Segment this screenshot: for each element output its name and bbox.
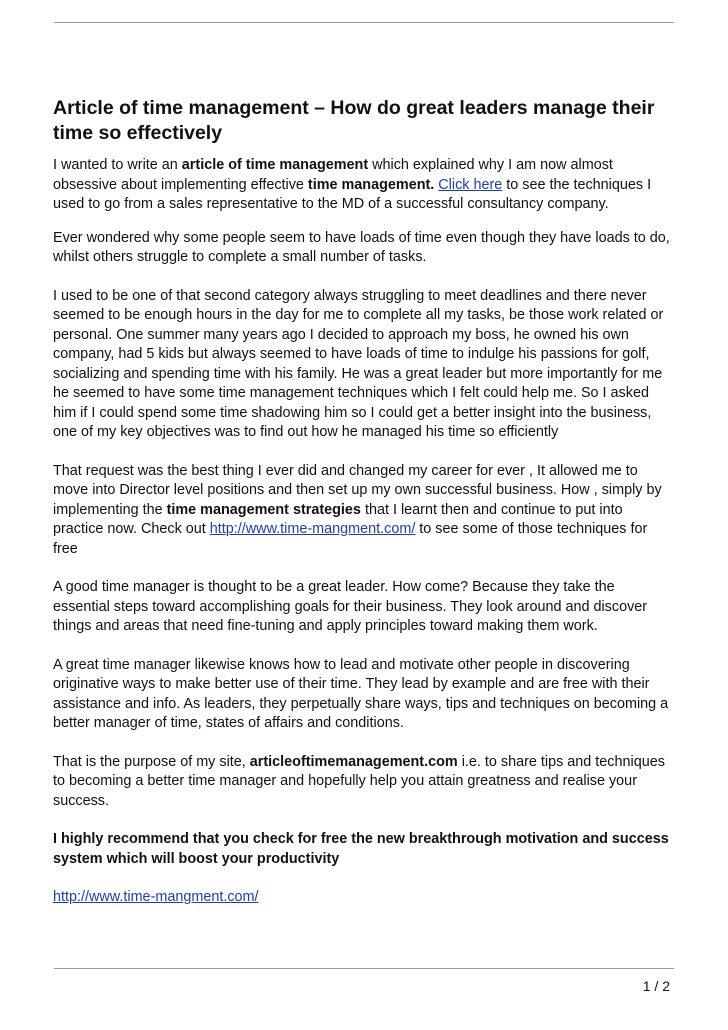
intro-text-a: I wanted to write an bbox=[53, 157, 182, 173]
intro-bold-article: article of time management bbox=[181, 157, 369, 173]
request-text-d: to see some of those techniques for free bbox=[53, 521, 648, 557]
request-text-a: That request was the best thing I ever did and changed my career for ever , It allowed me to move into Director level positions and then set up my own successful business. How , simply by implementing the bbox=[53, 462, 662, 518]
purpose-bold-site: articleoftimemanagement.com bbox=[249, 753, 458, 770]
paragraph-final-link bbox=[53, 888, 675, 908]
purpose-text-c: i.e. to share tips and techniques to becoming a better time manager and hopefully help you attain greatness and realise your success. bbox=[53, 753, 665, 809]
article-title: Article of time management – How do great leaders manage their time so effectively bbox=[53, 97, 655, 144]
request-text-c: that I learnt then and continue to put into practice now. Check out bbox=[53, 501, 623, 537]
intro-text-c: which explained why I am now almost obsessive about implementing effective bbox=[53, 157, 613, 193]
request-bold-strategies: time management strategies bbox=[166, 501, 361, 518]
page-number: 1 / 2 bbox=[642, 978, 670, 994]
intro-text-d: to see the techniques I used to go from a sales representative to the MD of a successful consultancy company. bbox=[53, 176, 652, 212]
time-mangment-link[interactable]: http://www.time-mangment.com/ bbox=[209, 521, 416, 537]
paragraph-wondered: Ever wondered why some people seem to have loads of time even though they have loads to do, whilst others struggle to complete a small number of tasks. bbox=[53, 229, 670, 265]
paragraph-great-manager: A great time manager likewise knows how to lead and motivate other people in discovering originative ways to make better use of their time. They lead by example and are free with their assistance and info. As leaders, they perpetually share ways, tips and techniques on becoming a better manager of time, states of affairs and conditions. bbox=[53, 656, 669, 731]
paragraph-intro bbox=[53, 156, 675, 215]
paragraph-good-manager: A good time manager is thought to be a great leader. How come? Because they take the essential steps toward accomplishing goals for their business. They look around and discover things and areas that need fine-tuning and apply principles toward making them work. bbox=[53, 579, 648, 634]
click-here-link[interactable]: Click here bbox=[438, 176, 503, 193]
purpose-text-a: That is the purpose of my site, bbox=[53, 753, 250, 770]
paragraph-request bbox=[53, 462, 675, 560]
intro-bold-time-management: time management. bbox=[307, 176, 435, 193]
paragraph-second-category: I used to be one of that second category always struggling to meet deadlines and there never seemed to be enough hours in the day for me to complete all my tasks, be those work related or personal. One summer many years ago I decided to approach my boss, he owned his own company, had 5 kids but always seemed to have loads of time to indulge his passions for golf, socializing and spending time with his family. He was a great leader but more importantly for me he seemed to have some time management techniques which I felt could help me. So I asked him if I could spend some time shadowing him so I could get a better insight into the business, one of my key objectives was to find out how he managed his time so efficiently bbox=[53, 287, 664, 440]
recommend-bold-text: I highly recommend that you check for free the new breakthrough motivation and success system which will boost your productivity bbox=[53, 831, 669, 867]
paragraph-purpose bbox=[53, 753, 675, 812]
paragraph-recommend bbox=[53, 830, 675, 869]
article-body bbox=[53, 96, 675, 927]
final-time-mangment-link[interactable]: http://www.time-mangment.com/ bbox=[53, 889, 259, 905]
header-rule bbox=[54, 22, 674, 23]
footer-rule bbox=[54, 968, 674, 969]
